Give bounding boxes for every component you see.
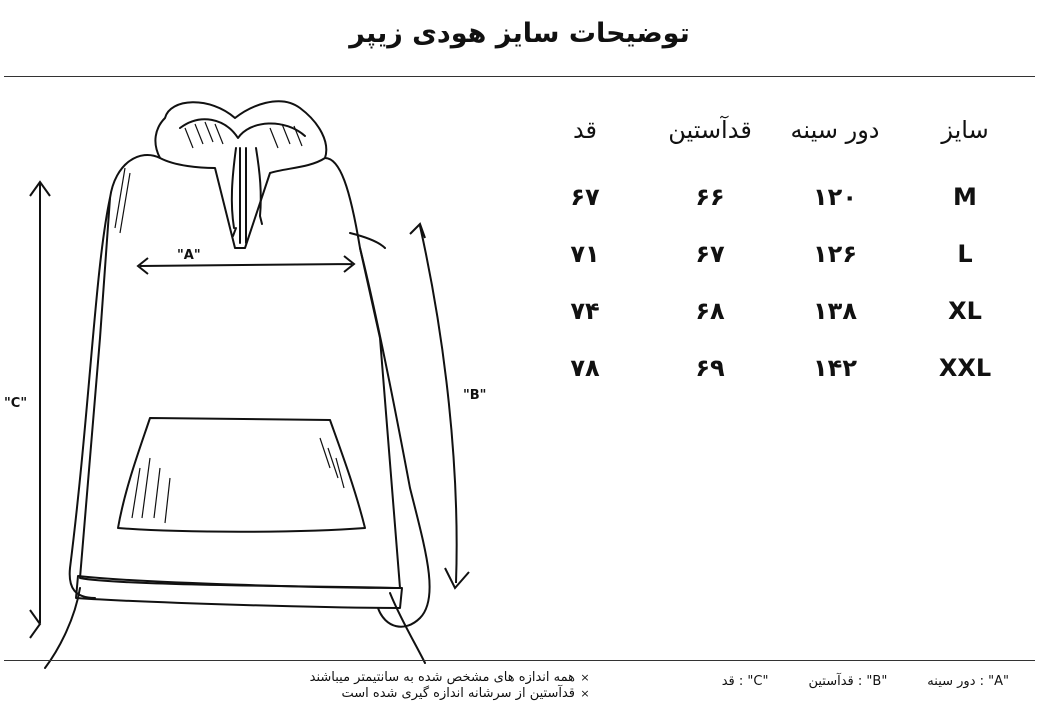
- hoodie-illustration: [0, 88, 520, 678]
- row-m-length: ۶۷: [570, 183, 600, 211]
- row-xxl-length: ۷۸: [570, 354, 600, 382]
- row-l-length: ۷۱: [570, 240, 600, 268]
- legend: [722, 674, 1009, 689]
- row-m-sleeve: ۶۶: [695, 183, 725, 211]
- drawstring-left: [232, 148, 236, 236]
- row-xl-chest: ۱۳۸: [813, 297, 857, 325]
- row-m-chest: ۱۲۰: [813, 183, 857, 211]
- page-title: توضیحات سایز هودی زیپر: [349, 18, 690, 49]
- header-size: سایز: [941, 116, 989, 144]
- note-item: [250, 686, 595, 702]
- legend-c: "C" : قد: [721, 674, 769, 689]
- length-arrow: [30, 182, 50, 638]
- chest-arrow: [138, 256, 354, 274]
- sleeve-seam-right: [350, 233, 385, 248]
- note-item: [250, 670, 595, 686]
- label-c: "C": [4, 396, 28, 411]
- row-l-sleeve: ۶۷: [695, 240, 725, 268]
- row-xxl-sleeve: ۶۹: [695, 354, 725, 382]
- pocket: [118, 418, 365, 532]
- label-a: "A": [177, 248, 201, 263]
- zipper: [240, 148, 246, 243]
- sleeve-arrow: [410, 224, 469, 588]
- header-chest: دور سینه: [790, 116, 880, 144]
- left-sleeve: [70, 198, 110, 598]
- header-length: قد: [572, 116, 598, 144]
- note-marker: ×: [580, 671, 590, 684]
- row-l-size: L: [957, 240, 973, 268]
- note-text: همه اندازه های مشخص شده به سانتیمتر میباشند: [309, 670, 575, 685]
- label-b: "B": [463, 388, 487, 403]
- legend-b: "B" : قدآستین: [808, 674, 888, 689]
- bottom-divider: [4, 660, 1035, 661]
- row-xl-size: XL: [948, 297, 982, 325]
- row-xl-sleeve: ۶۸: [695, 297, 725, 325]
- note-text: قدآستین از سرشانه اندازه گیری شده است: [341, 686, 575, 701]
- notes-list: [250, 670, 595, 702]
- hem-cord-right: [390, 593, 425, 663]
- hem-band: [76, 576, 402, 608]
- row-xl-length: ۷۴: [570, 297, 600, 325]
- top-divider: [4, 76, 1035, 77]
- header-sleeve: قدآستین: [668, 116, 752, 144]
- row-xxl-chest: ۱۴۲: [813, 354, 857, 382]
- note-marker: ×: [580, 687, 590, 700]
- row-xxl-size: XXL: [938, 354, 992, 382]
- hem-cord-left: [45, 588, 80, 668]
- row-l-chest: ۱۲۶: [813, 240, 857, 268]
- row-m-size: M: [953, 183, 977, 211]
- right-sleeve: [360, 248, 430, 627]
- legend-a: "A" : دور سینه: [927, 674, 1009, 689]
